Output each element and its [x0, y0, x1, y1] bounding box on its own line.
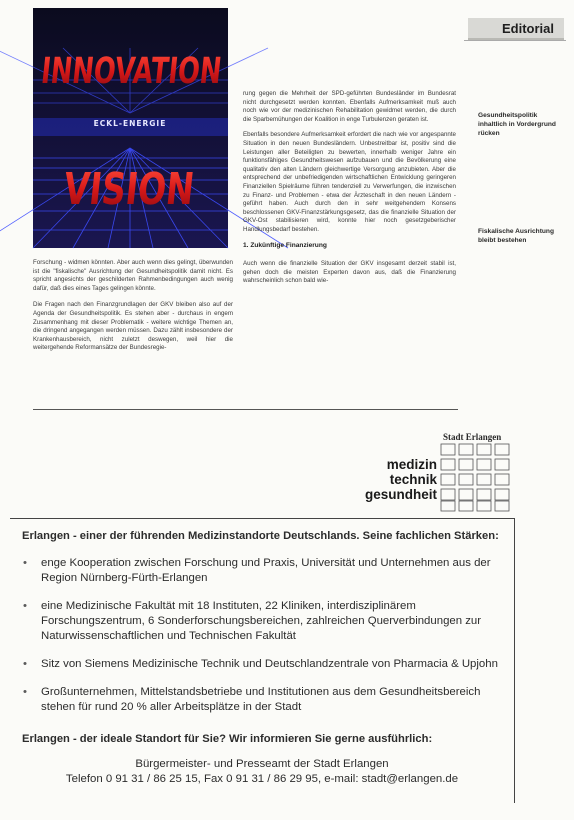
- ad-bullet-list: [22, 556, 512, 728]
- article-column-2: [243, 90, 456, 293]
- margin-note-2: Fiskalische Ausrichtung bleibt bestehen: [478, 228, 554, 244]
- list-item: [22, 556, 512, 586]
- article-paragraph: rung gegen die Mehrheit der SPD-geführten Bundesländer im Bundesrat nicht durchgesetzt werden konnten. Ebenfalls Aufmerksamkeit muß auch noch wie vor der medizinischen Rehabilitation gewidmet werden, die durch die Sparbemühungen der Koalition in enge Turbulenzen geraten ist.: [243, 90, 456, 123]
- ad-contact-line: Telefon 0 91 31 / 86 25 15, Fax 0 91 31 / 86 29 95, e-mail: stadt@erlangen.de: [65, 773, 459, 785]
- list-item: [22, 657, 512, 672]
- ad-address-line-1: Bürgermeister- und Presseamt der Stadt Erlangen: [135, 758, 389, 770]
- article-divider: [33, 409, 458, 410]
- cover-title-top: INNOVATION: [39, 50, 296, 92]
- editorial-header: [468, 18, 564, 40]
- ad-call-to-action: Erlangen - der ideale Standort für Sie? Wir informieren Sie gerne ausführlich:: [22, 733, 433, 745]
- list-item-text: Großunternehmen, Mittelstandsbetriebe und Institutionen aus dem Gesundheitsbereich stehen für rund 20 % aller Arbeitsplätze in der Stadt: [41, 686, 481, 713]
- logo-word-gesundheit: gesundheit: [364, 487, 437, 502]
- logo-word-medizin: medizin: [386, 457, 437, 472]
- logo-word-technik: technik: [389, 472, 437, 487]
- margin-note-1: Gesundheitspolitik inhaltlich in Vordergrund rücken: [478, 112, 556, 137]
- list-item: [22, 685, 512, 715]
- bullet-icon: •: [23, 557, 27, 569]
- list-item-text: Sitz von Siemens Medizinische Technik und Deutschlandzentrale von Pharmacia & Upjohn: [41, 658, 498, 670]
- article-paragraph: Forschung - widmen könnten. Aber auch wenn dies gelingt, überwunden ist die "fiskalische" Ausrichtung der Gesundheitspolitik damit nicht. Es spricht angesichts der geschilderten Rahmenbedingungen auch wenig dafür, daß dies eines Tages gelingen könnte.: [33, 259, 233, 292]
- logo-grid: [440, 443, 516, 518]
- editorial-label: Editorial: [501, 21, 554, 36]
- article-paragraph: Auch wenn die finanzielle Situation der GKV insgesamt derzeit stabil ist, gehen doch die meisten Experten davon aus, daß die Finanzierung wahrscheinlich schon bald wie-: [243, 260, 456, 285]
- bullet-icon: •: [23, 658, 27, 670]
- bullet-icon: •: [23, 600, 27, 612]
- list-item-text: eine Medizinische Fakultät mit 18 Instituten, 22 Kliniken, interdisziplinärem Forschungszentrum, 6 Sonderforschungsbereichen, zahlreichen Querverbindungen zur Naturwissenschaftlichen und Technischen Fakultät: [41, 600, 482, 642]
- cover-title-bottom: VISION: [61, 164, 240, 215]
- cover-subtitle: ECKL-ENERGIE: [93, 119, 167, 128]
- ad-heading: Erlangen - einer der führenden Medizinstandorte Deutschlands. Seine fachlichen Stärken:: [22, 530, 499, 542]
- logo-city-name: Stadt Erlangen: [443, 432, 502, 442]
- article-paragraph: Ebenfalls besondere Aufmerksamkeit erfordert die nach wie vor angespannte Situation in den neuen Bundesländern. Unbestreitbar ist, positiv sind die Leistungen aller Beteiligten zu bewerten, innerhalb weniger Jahre ein funktionsfähiges Gesundheitswesen aufzubauen und die Bevölkerung eine qualitativ den alten Ländern gleichwertige Versorgung anzubieten. Aber die entsprechend der unbefriedigenden wirtschaftlichen Entwicklung geringeren Finanziellen Spielräume führen tendenziell zu Verwerfungen, die inzwischen zu Finanz- und Problemen - etwa der Ärzteschaft in den neuen Ländern - geführt haben. Auch durch den in sehr weitgehendem Konsens beschlossenen GKV-Finanzstärkungsgesetz, das die finanzielle Situation der GKV-Ost stabilisieren wird, konnte hier noch gesetzgeberischer Handlungsbedarf bestehen.: [243, 131, 456, 233]
- list-item: [22, 599, 512, 644]
- section-heading: 1. Zukünftige Finanzierung: [243, 241, 327, 249]
- editorial-rule: [464, 40, 566, 41]
- list-item-text: enge Kooperation zwischen Forschung und Praxis, Universität und Unternehmen aus der Region Nürnberg-Fürth-Erlangen: [41, 557, 491, 584]
- article-column-1: [33, 259, 233, 360]
- article-paragraph: Die Fragen nach den Finanzgrundlagen der GKV bleiben also auf der Agenda der Gesundheitspolitik. Es stehen aber - durchaus in engem Zusammenhang mit dieser Problematik - weitere wichtige Themen an, die dringend angegangen werden müssen. Dazu zählt insbesondere der Krankenhausbereich, nicht zuletzt deswegen, weil hier die weitergehende Reformansätze der Bundesregie-: [33, 301, 233, 352]
- bullet-icon: •: [23, 686, 27, 698]
